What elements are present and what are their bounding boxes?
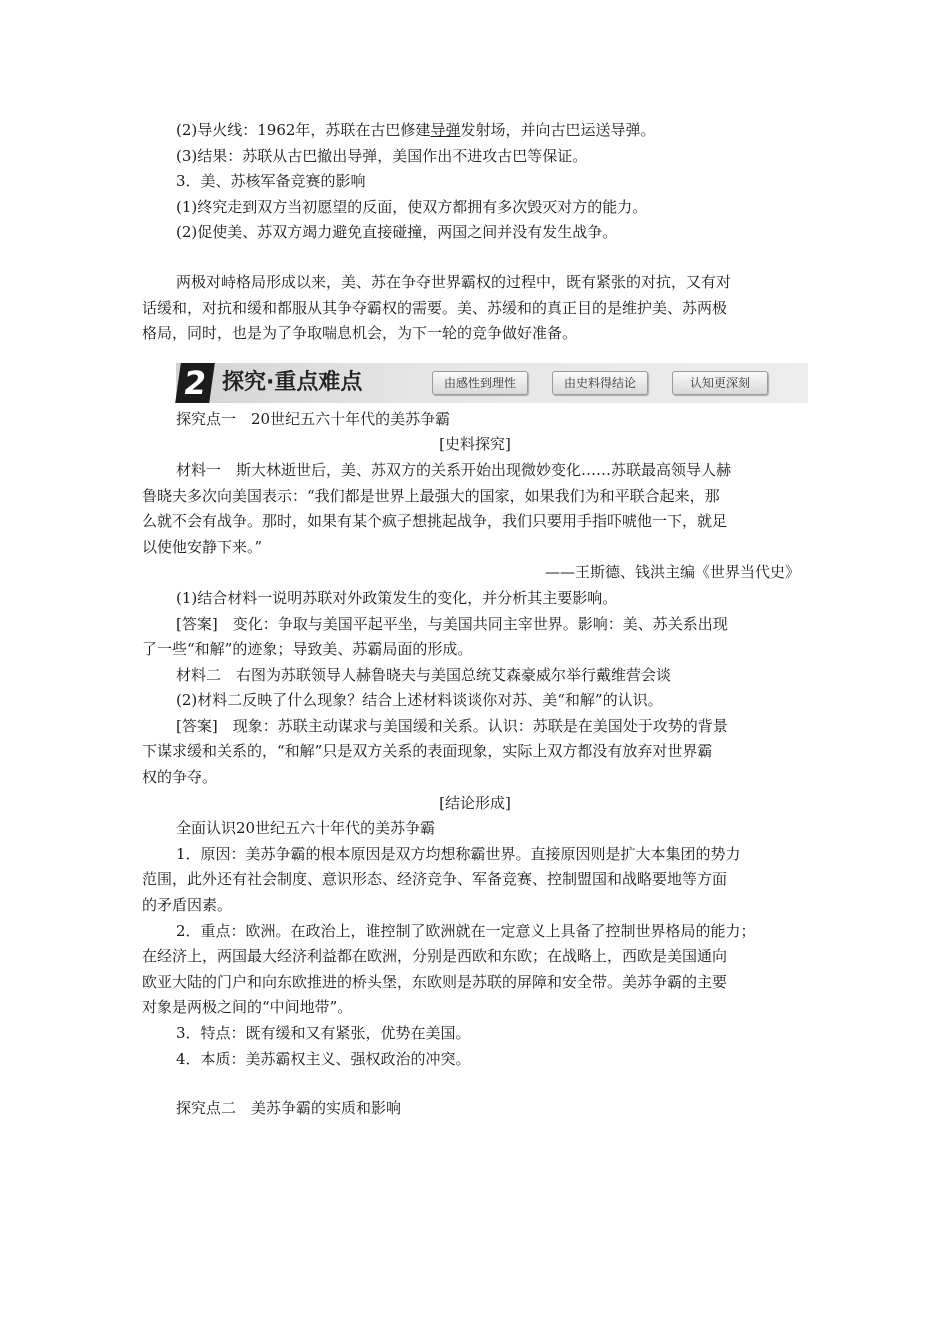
paragraph: (3)结果：苏联从古巴撤出导弹，美国作出不进攻古巴等保证。	[176, 146, 588, 165]
question: (1)结合材料一说明苏联对外政策发生的变化，并分析其主要影响。	[176, 588, 618, 607]
answer-line: [答案] 变化：争取与美国平起平坐，与美国共同主宰世界。影响：美、苏关系出现	[176, 614, 728, 633]
paragraph: (2)导火线：1962年，苏联在古巴修建导弹发射场，并向古巴运送导弹。	[176, 121, 656, 139]
banner-tag: 认知更深刻	[672, 371, 768, 395]
material-line: 么就不会有战争。那时，如果有某个疯子想挑起战争，我们只要用手指吓唬他一下，就足	[142, 512, 728, 531]
conclusion-line: 1．原因：美苏争霸的根本原因是双方均想称霸世界。直接原因则是扩大本集团的势力	[176, 844, 741, 863]
section-label: [史料探究]	[439, 435, 511, 454]
citation: ——王斯德、钱洪主编《世界当代史》	[544, 563, 800, 582]
paragraph: (1)终究走到双方当初愿望的反面，使双方都拥有多次毁灭对方的能力。	[176, 197, 648, 216]
document-body	[142, 118, 808, 1122]
section-banner	[176, 363, 808, 403]
conclusion-line: 对象是两极之间的“中间地带”。	[142, 998, 353, 1017]
inquiry-heading: 探究点一 20世纪五六十年代的美苏争霸	[176, 409, 451, 428]
section-title: 探究·重点难点	[222, 369, 363, 395]
material-line: 鲁晓夫多次向美国表示：“我们都是世界上最强大的国家，如果我们为和平联合起来，那	[142, 486, 720, 505]
answer-line: 权的争夺。	[142, 768, 218, 787]
banner-tag: 由史料得结论	[552, 371, 648, 395]
material-line: 材料一 斯大林逝世后，美、苏双方的关系开始出现微妙变化……苏联最高领导人赫	[176, 460, 732, 479]
conclusion-line: 的矛盾因素。	[142, 896, 233, 915]
section-label: [结论形成]	[439, 793, 511, 812]
summary-line: 格局，同时，也是为了争取喘息机会，为下一轮的竞争做好准备。	[142, 324, 578, 343]
conclusion-line: 欧亚大陆的门户和向东欧推进的桥头堡，东欧则是苏联的屏障和安全带。美苏争霸的主要	[142, 972, 728, 991]
section-number: 2	[175, 363, 215, 403]
conclusion-line: 4．本质：美苏霸权主义、强权政治的冲突。	[176, 1049, 471, 1068]
material-line: 材料二 右图为苏联领导人赫鲁晓夫与美国总统艾森豪威尔举行戴维营会谈	[176, 665, 672, 684]
question: (2)材料二反映了什么现象？结合上述材料谈谈你对苏、美“和解”的认识。	[176, 691, 663, 710]
material-line: 以使他安静下来。”	[142, 537, 263, 556]
answer-line: 了一些“和解”的迹象；导致美、苏霸局面的形成。	[142, 640, 473, 659]
conclusion-line: 在经济上，两国最大经济利益都在欧洲，分别是西欧和东欧；在战略上，西欧是美国通向	[142, 947, 728, 966]
underlined-term: 导弹	[430, 121, 461, 139]
conclusion-line: 范围，此外还有社会制度、意识形态、经济竞争、军备竞赛、控制盟国和战略要地等方面	[142, 870, 728, 889]
inquiry-heading: 探究点二 美苏争霸的实质和影响	[176, 1099, 402, 1118]
answer-line: [答案] 现象：苏联主动谋求与美国缓和关系。认识：苏联是在美国处于攻势的背景	[176, 716, 728, 735]
conclusion-title: 全面认识20世纪五六十年代的美苏争霸	[176, 819, 436, 838]
answer-line: 下谋求缓和关系的，“和解”只是双方关系的表面现象，实际上双方都没有放弃对世界霸	[142, 742, 713, 761]
banner-tag: 由感性到理性	[432, 371, 528, 395]
conclusion-line: 2．重点：欧洲。在政治上，谁控制了欧洲就在一定意义上具备了控制世界格局的能力；	[176, 921, 756, 940]
summary-line: 两极对峙格局形成以来，美、苏在争夺世界霸权的过程中，既有紧张的对抗，又有对	[176, 272, 732, 291]
subheading: 3．美、苏核军备竞赛的影响	[176, 172, 366, 191]
summary-line: 话缓和，对抗和缓和都服从其争夺霸权的需要。美、苏缓和的真正目的是维护美、苏两极	[142, 298, 728, 317]
conclusion-line: 3．特点：既有缓和又有紧张，优势在美国。	[176, 1024, 471, 1042]
paragraph: (2)促使美、苏双方竭力避免直接碰撞，两国之间并没有发生战争。	[176, 223, 618, 242]
